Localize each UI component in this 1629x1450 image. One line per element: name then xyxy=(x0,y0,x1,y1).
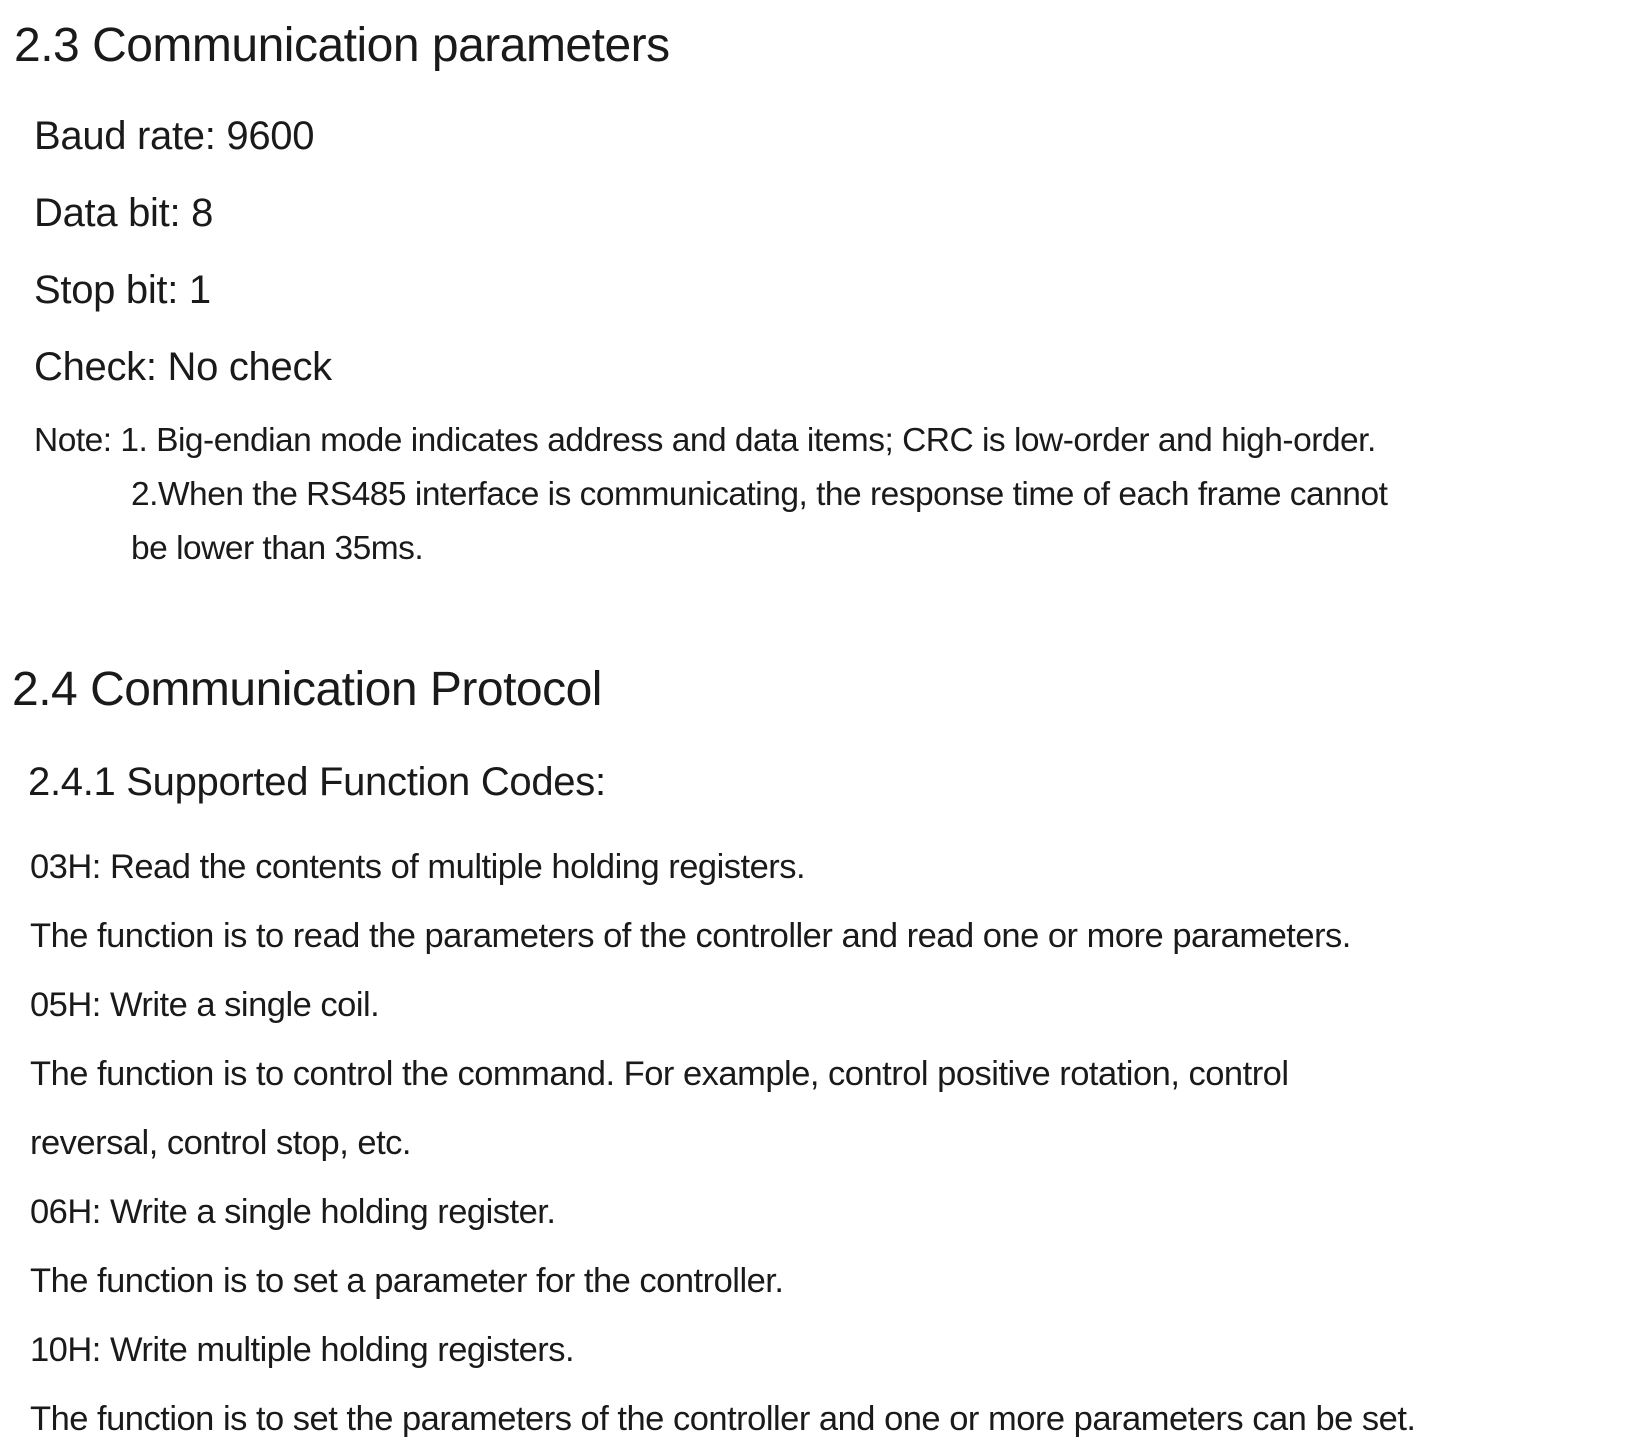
note-line-2: 2.When the RS485 interface is communicating, the response time of each frame cannot xyxy=(131,476,1388,513)
note-line-1: Note: 1. Big-endian mode indicates address and data items; CRC is low-order and high-order. xyxy=(34,422,1376,459)
function-desc-05h-line-2: reversal, control stop, etc. xyxy=(30,1124,411,1162)
note-line-3: be lower than 35ms. xyxy=(131,530,424,567)
check-param: Check: No check xyxy=(34,345,332,389)
function-code-06h: 06H: Write a single holding register. xyxy=(30,1193,556,1231)
baud-rate-param: Baud rate: 9600 xyxy=(34,114,315,158)
data-bit-param: Data bit: 8 xyxy=(34,191,214,235)
stop-bit-param: Stop bit: 1 xyxy=(34,268,211,312)
section-2-3-heading: 2.3 Communication parameters xyxy=(14,19,670,72)
function-code-10h: 10H: Write multiple holding registers. xyxy=(30,1331,575,1369)
function-desc-03h: The function is to read the parameters of the controller and read one or more parameters. xyxy=(30,917,1351,955)
subsection-2-4-1-heading: 2.4.1 Supported Function Codes: xyxy=(28,760,606,804)
function-desc-06h: The function is to set a parameter for the controller. xyxy=(30,1262,784,1300)
function-code-03h: 03H: Read the contents of multiple holding registers. xyxy=(30,848,806,886)
function-desc-05h-line-1: The function is to control the command. For example, control positive rotation, control xyxy=(30,1055,1289,1093)
function-code-05h: 05H: Write a single coil. xyxy=(30,986,380,1024)
function-desc-10h: The function is to set the parameters of the controller and one or more parameters can be set. xyxy=(30,1400,1416,1438)
section-2-4-heading: 2.4 Communication Protocol xyxy=(12,663,602,716)
